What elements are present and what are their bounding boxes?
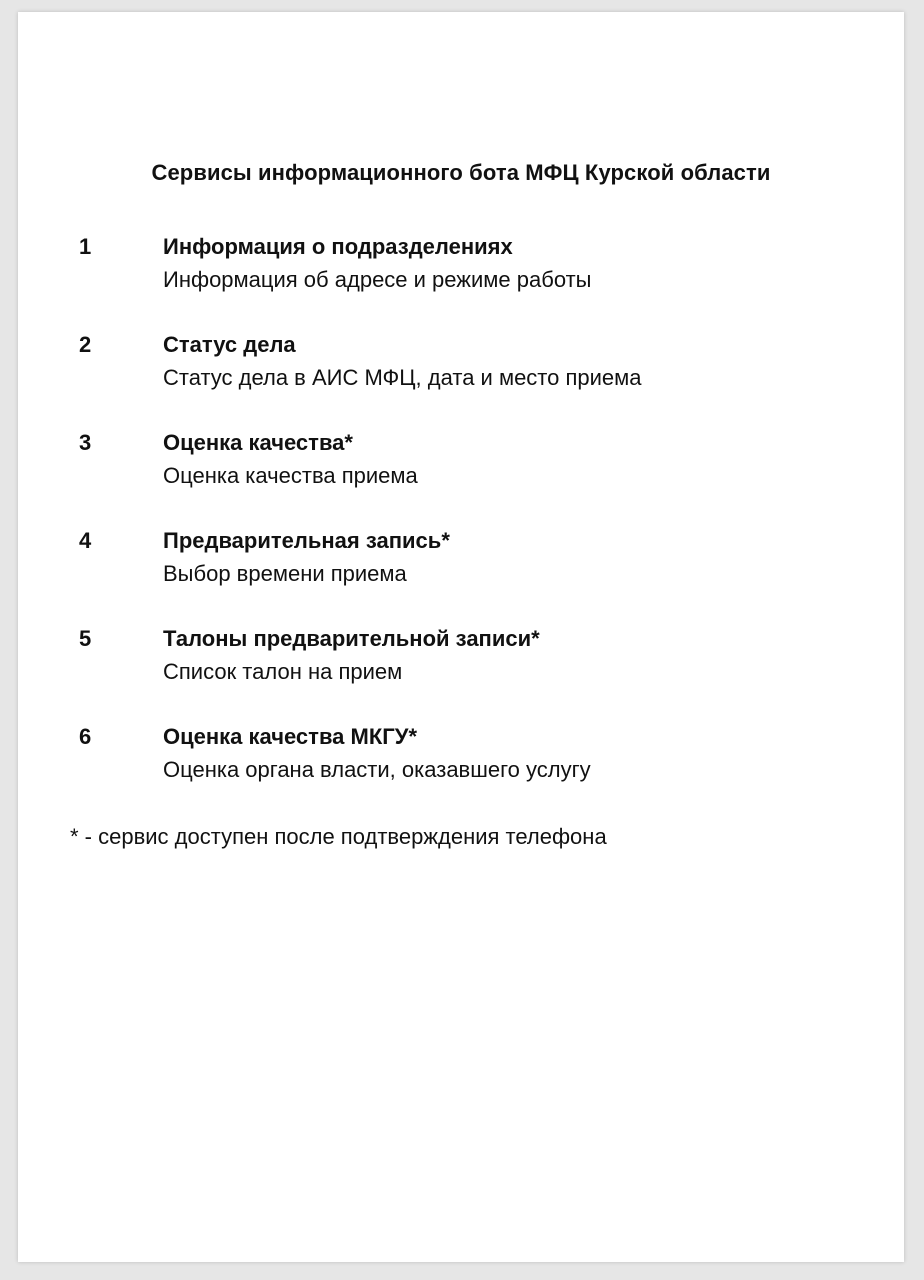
service-item <box>18 528 904 592</box>
service-description: Список талон на прием <box>163 659 403 684</box>
service-name: Статус дела <box>163 332 296 357</box>
service-item <box>18 626 904 690</box>
service-item <box>18 234 904 298</box>
service-name: Талоны предварительной записи* <box>163 626 540 651</box>
service-item <box>18 430 904 494</box>
service-description: Оценка органа власти, оказавшего услугу <box>163 757 591 782</box>
service-name: Предварительная запись* <box>163 528 450 553</box>
service-number: 1 <box>79 234 92 259</box>
service-number: 4 <box>79 528 92 553</box>
document-page <box>18 12 904 1262</box>
service-number: 6 <box>79 724 92 749</box>
service-name: Оценка качества МКГУ* <box>163 724 417 749</box>
document-title: Сервисы информационного бота МФЦ Курской области <box>151 160 771 185</box>
service-description: Информация об адресе и режиме работы <box>163 267 592 292</box>
footnote: * - сервис доступен после подтверждения телефона <box>70 824 607 849</box>
service-number: 5 <box>79 626 92 651</box>
service-name: Оценка качества* <box>163 430 353 455</box>
service-name: Информация о подразделениях <box>163 234 513 259</box>
service-number: 2 <box>79 332 92 357</box>
service-description: Выбор времени приема <box>163 561 407 586</box>
service-description: Статус дела в АИС МФЦ, дата и место приема <box>163 365 642 390</box>
service-description: Оценка качества приема <box>163 463 418 488</box>
service-number: 3 <box>79 430 92 455</box>
service-item <box>18 724 904 788</box>
service-item <box>18 332 904 396</box>
